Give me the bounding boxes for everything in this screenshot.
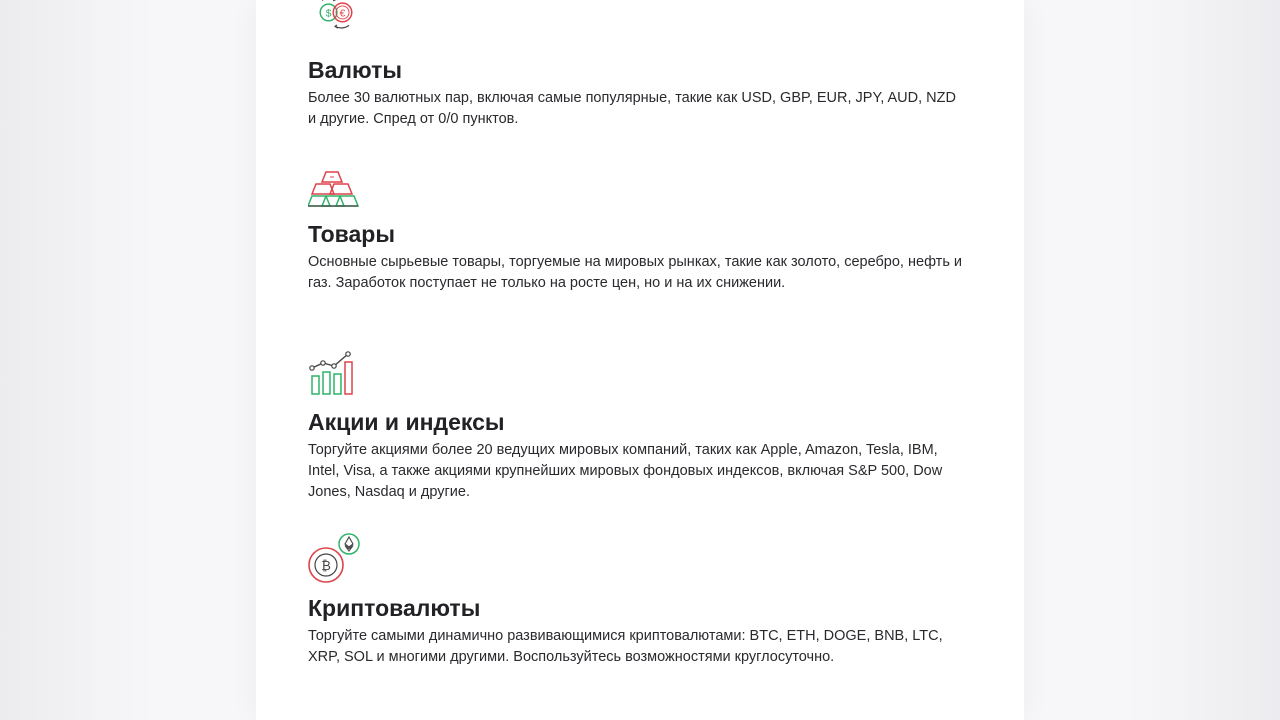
section-title: Акции и индексы xyxy=(308,409,505,435)
svg-text:₿: ₿ xyxy=(321,558,331,573)
crypto-coins-icon xyxy=(308,530,364,586)
currency-exchange-icon xyxy=(308,0,364,44)
section-commodities xyxy=(308,164,968,294)
section-description: Более 30 валютных пар, включая самые популярные, такие как USD, GBP, EUR, JPY, AUD, NZD и другие. Спред от 0/0 пунктов. xyxy=(308,90,956,127)
gold-bars-icon xyxy=(308,164,364,220)
svg-text:$: $ xyxy=(325,8,332,20)
section-stocks xyxy=(308,348,968,503)
stock-chart-icon xyxy=(308,348,364,404)
section-currencies xyxy=(308,0,968,130)
section-description: Основные сырьевые товары, торгуемые на мировых рынках, такие как золото, серебро, нефть и газ. Заработок поступает не только на росте цен, но и на их снижении. xyxy=(308,254,963,291)
section-description: Торгуйте самыми динамично развивающимися криптовалютами: BTC, ETH, DOGE, BNB, LTC, XRP, SOL и многими другими. Воспользуйтесь возможностями круглосуточно. xyxy=(308,628,943,665)
section-crypto xyxy=(308,530,968,668)
section-title: Криптовалюты xyxy=(308,595,481,621)
svg-text:€: € xyxy=(339,8,346,20)
section-description: Торгуйте акциями более 20 ведущих мировых компаний, таких как Apple, Amazon, Tesla, IBM, Intel, Visa, а также акциями крупнейших мировых фондовых индексов, включая S&P 500, Dow Jones, Nasdaq и другие. xyxy=(308,442,943,500)
section-title: Товары xyxy=(308,221,395,247)
content-card xyxy=(256,0,1024,720)
section-title: Валюты xyxy=(308,57,402,83)
